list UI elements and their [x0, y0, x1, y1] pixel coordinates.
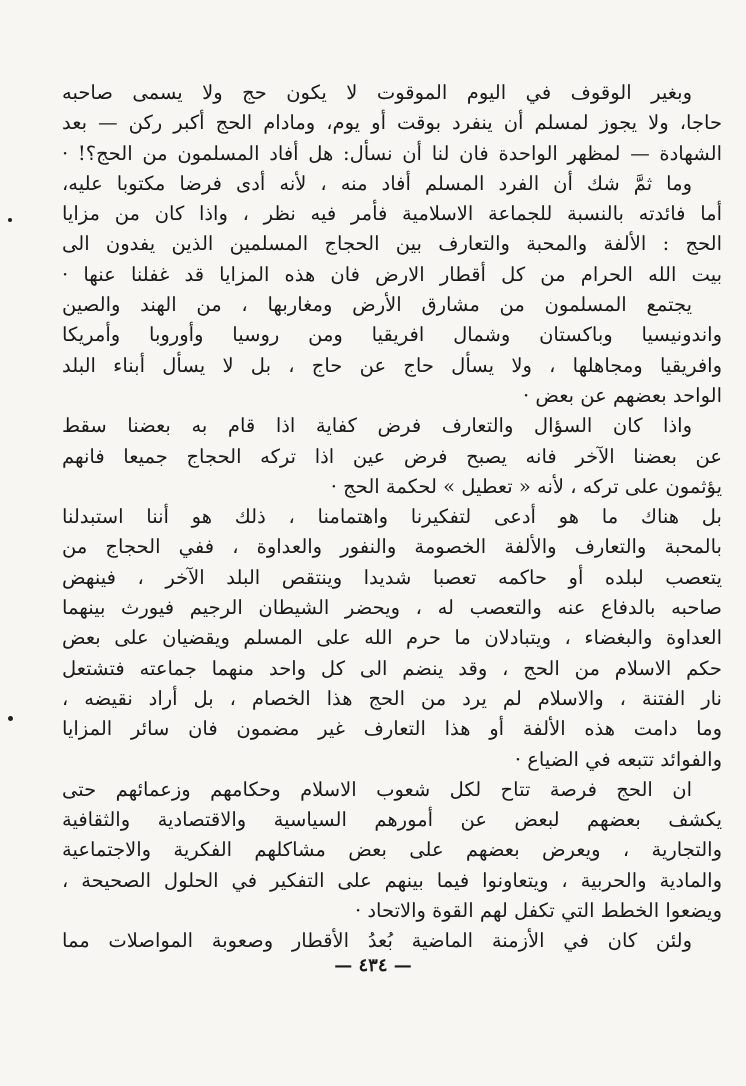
text-line: العداوة والبغضاء ، ويتبادلان ما حرم الله على المسلم ويقضيان على بعض [62, 626, 722, 650]
text-line: يكشف بعضهم لبعض عن أمورهم السياسية والاقتصادية والثقافية [62, 808, 722, 832]
text-line: يؤثمون على تركه ، لأنه « تعطيل » لحكمة الحج · [330, 474, 722, 498]
text-line: يجتمع المسلمون من مشارق الأرض ومغاربها ، من الهند والصين [62, 293, 692, 317]
scan-speck [8, 716, 13, 721]
text-line: وافريقيا ومجاهلها ، ولا يسأل حاج عن حاج ، بل لا يسأل أبناء البلد [62, 353, 722, 377]
text-line: بالمحبة والتعارف والألفة الخصومة والنفور والعداوة ، ففي الحجاج من [62, 535, 722, 559]
text-line: أما فائدته بالنسبة للجماعة الاسلامية فأمر فيه نظر ، واذا كان من مزايا [62, 202, 722, 226]
text-line: نار الفتنة ، والاسلام لم يرد من الحج هذا الخصام ، بل أراد نقيضه ، [62, 686, 722, 710]
text-line: حاجا، ولا يجوز لمسلم أن ينفرد بوقت أو يوم، ومادام الحج أكبر ركن — بعد [62, 111, 722, 135]
text-line: صاحبه بالدفاع عنه والتعصب له ، ويحضر الشيطان الرجيم فيورث بينهما [62, 596, 722, 620]
text-line: ولئن كان في الأزمنة الماضية بُعدُ الأقطار وصعوبة المواصلات مما [62, 929, 692, 953]
text-line: واذا كان السؤال والتعارف فرض كفاية اذا قام به بعضنا سقط [62, 414, 692, 438]
text-line: ان الحج فرصة تتاح لكل شعوب الاسلام وحكامهم وزعمائهم حتى [62, 777, 692, 801]
text-line: والمادية والحربية ، ويتعاونوا فيما بينهم على التفكير في الحلول الصحيحة ، [62, 868, 722, 892]
text-line: بيت الله الحرام من كل أقطار الارض فان هذه المزايا قد غفلنا عنها · [62, 262, 722, 286]
text-line: وبغير الوقوف في اليوم الموقوت لا يكون حج ولا يسمى صاحبه [62, 81, 692, 104]
text-line: بل هناك ما هو أدعى لتفكيرنا واهتمامنا ، ذلك هو أننا استبدلنا [62, 505, 722, 529]
text-line: وما دامت هذه الألفة أو هذا التعارف غير مضمون فان سائر المزايا [62, 717, 722, 741]
text-line: يتعصب لبلده أو حاكمه تعصبا شديدا وينتقص البلد الآخر ، فينهض [62, 565, 722, 589]
text-line: والفوائد تتبعه في الضياع · [514, 747, 722, 771]
text-line: الواحد بعضهم عن بعض · [522, 383, 722, 407]
scan-speck [8, 218, 12, 222]
text-line: حكم الاسلام من الحج ، وقد ينضم الى كل واحد منهما جماعته فتشتعل [62, 656, 722, 680]
text-line: الشهادة — لمظهر الواحدة فان لنا أن نسأل: هل أفاد المسلمون من الحج؟! · [62, 141, 722, 165]
text-line: والتجارية ، ويعرض بعضهم على بعض مشاكلهم الفكرية والاجتماعية [62, 838, 722, 862]
text-line: وما ثمَّ شك أن الفرد المسلم أفاد منه ، لأنه أدى فرضا مكتوبا عليه، [62, 171, 692, 195]
text-line: الحج : الألفة والمحبة والتعارف بين الحجاج المسلمين الذين يفدون الى [62, 232, 722, 256]
text-line: ويضعوا الخطط التي تكفل لهم القوة والاتحاد · [354, 899, 722, 923]
body-text [62, 78, 722, 957]
page-number: — ٤٣٤ — [334, 955, 412, 976]
text-line: عن بعضنا الآخر فانه يصبح فرض عين اذا تركه الحجاج جميعا فانهم [62, 444, 722, 468]
text-line: واندونيسيا وباكستان وشمال افريقيا ومن روسيا وأوروبا وأمريكا [62, 323, 722, 347]
